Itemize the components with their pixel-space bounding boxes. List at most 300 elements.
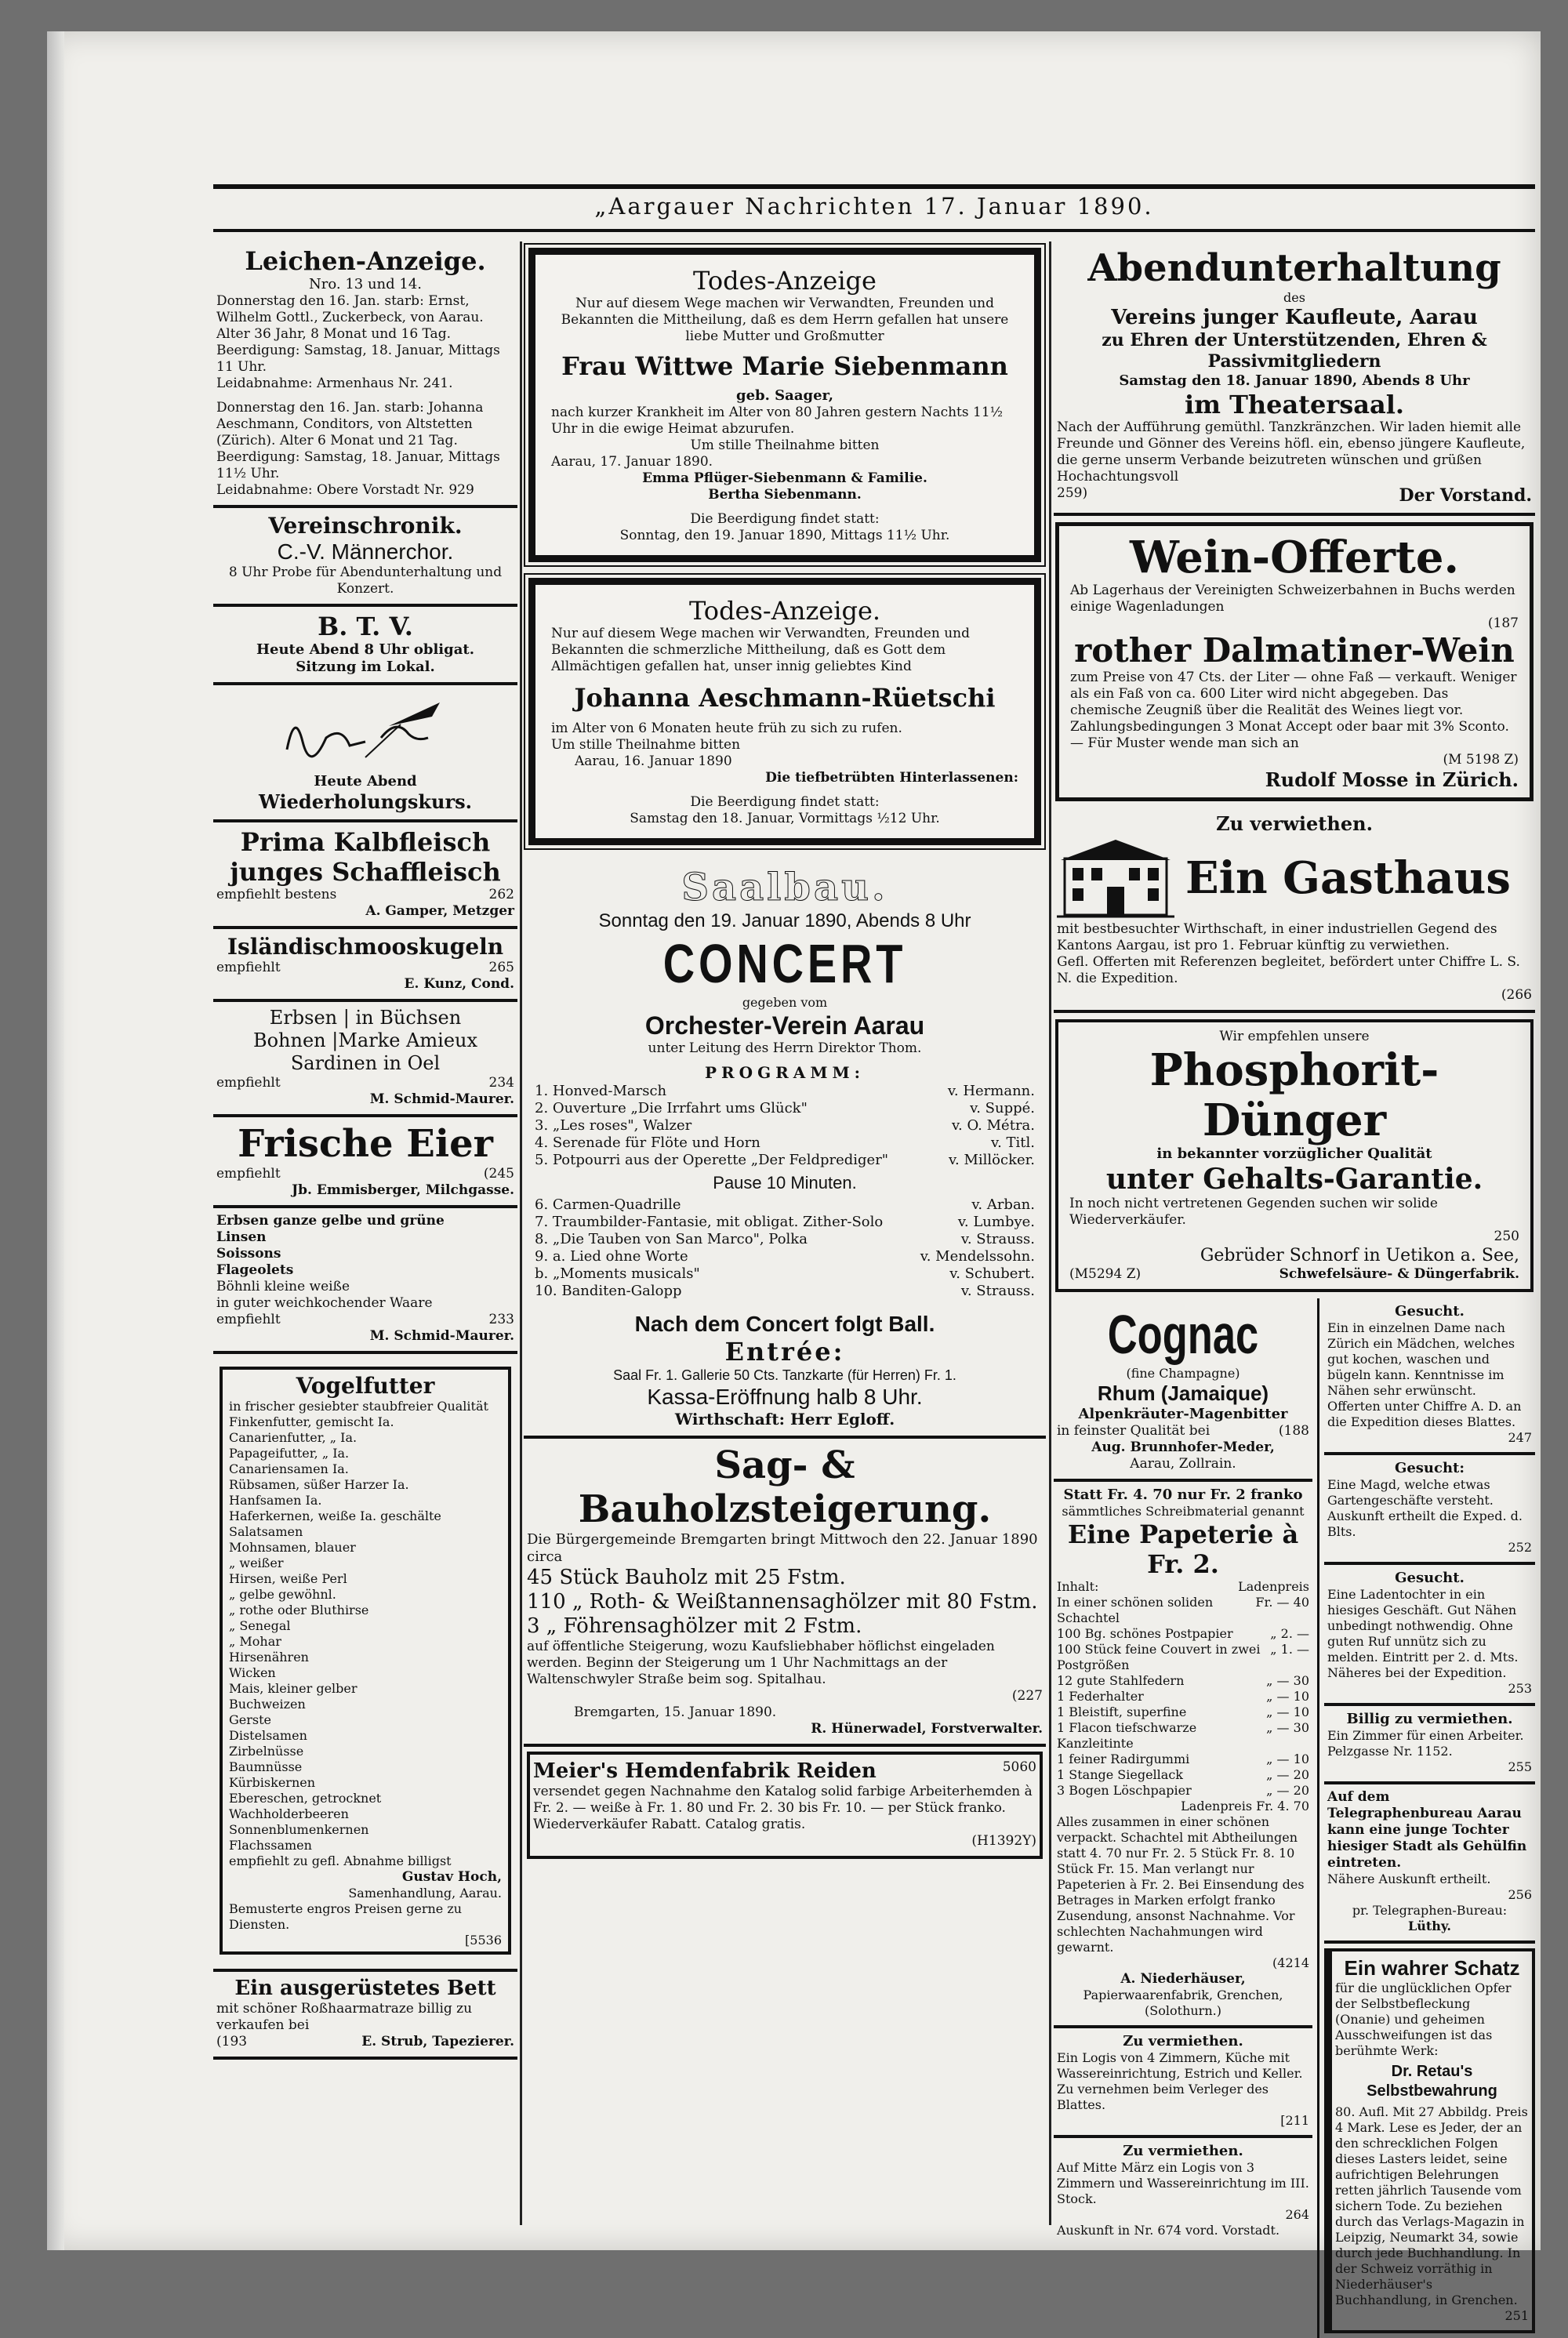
guesthouse-icon xyxy=(1057,835,1174,921)
ad-subtitle: Alpenkräuter-Magenbitter xyxy=(1078,1406,1288,1422)
ad-title: Gesucht. xyxy=(1395,1303,1465,1320)
ad-number: 5060 xyxy=(1002,1759,1036,1775)
ad-text: Linsen xyxy=(216,1229,267,1245)
item-price: „ — 20 xyxy=(1266,1767,1309,1782)
ad-number: (188 xyxy=(1278,1423,1309,1439)
ad-text: Inhalt: xyxy=(1057,1579,1099,1594)
telegraph-ad xyxy=(1324,1784,1535,1944)
ad-signature: Der Vorstand. xyxy=(1399,485,1532,506)
ad-subtitle: Statt Fr. 4. 70 nur Fr. 2 franko xyxy=(1063,1487,1303,1503)
list-item: „ rothe oder Bluthirse xyxy=(229,1603,369,1617)
vermiethen-2-ad xyxy=(1054,2138,1312,2245)
ad-signature: Die tiefbetrübten Hinterlassenen: xyxy=(765,770,1018,786)
timber-lot: 110 „ Roth- & Weißtannensaghölzer mit 80 Fstm. xyxy=(527,1590,1038,1614)
ad-subtitle: unter Gehalts-Garantie. xyxy=(1105,1163,1483,1196)
list-item: Ebereschen, getrocknet xyxy=(229,1791,382,1806)
item-name: 1 feiner Radirgummi xyxy=(1057,1752,1190,1766)
program-piece: 1. Honved-Marsch xyxy=(535,1083,667,1099)
ad-number: (245 xyxy=(483,1166,514,1182)
ad-text: Eine Ladentochter in ein hiesiges Geschäft. Gut Nähen unbedingt nothwendig. Ohne guten Ruf unnütz sich zu melden. Eintritt per 2. d. Mts. Näheres bei der Expedition. xyxy=(1327,1587,1519,1680)
ad-title: B. T. V. xyxy=(318,612,413,641)
ad-text: Nur auf diesem Wege machen wir Verwandten, Freunden und Bekannten die Mittheilung, daß es dem Herrn gefallen hat unsere liebe Mutter und Großmutter xyxy=(561,296,1009,344)
papeterie-item xyxy=(1057,1673,1309,1689)
program-item xyxy=(527,1100,1043,1117)
page-spine xyxy=(47,31,64,2250)
ad-signature: A. Niederhäuser, xyxy=(1120,1971,1246,1987)
ad-text: in guter weichkochender Waare xyxy=(216,1295,433,1311)
ad-number: (227 xyxy=(1011,1688,1043,1704)
ad-text: empfiehlt xyxy=(216,960,281,975)
ad-text: Sitzung im Lokal. xyxy=(296,659,435,675)
program-title: PROGRAMM: xyxy=(705,1063,865,1082)
ad-signature: E. Strub, Tapezierer. xyxy=(361,2034,514,2049)
item-price: „ — 30 xyxy=(1266,1673,1309,1688)
ad-text: Aarau, 17. Januar 1890. xyxy=(551,454,713,470)
program-piece: 2. Ouverture „Die Irrfahrt ums Glück" xyxy=(535,1100,808,1116)
ad-text: für die unglücklichen Opfer der Selbstbefleckung (Onanie) und geheimen Ausschweifungen ist das berühmte Werk: xyxy=(1335,1980,1512,2058)
page-header-title: „Aargauer Nachrichten 17. Januar 1890. xyxy=(594,193,1154,220)
ad-text: Eine Magd, welche etwas Gartengeschäfte versteht. Auskunft ertheilt die Exped. d. Blts. xyxy=(1327,1477,1523,1539)
ad-text: des xyxy=(1283,290,1305,305)
ad-text: Bremgarten, 15. Januar 1890. xyxy=(574,1704,777,1720)
column-divider-1 xyxy=(520,241,522,2225)
item-price: „ 1. — xyxy=(1270,1642,1309,1657)
ad-title: Meier's Hemdenfabrik Reiden xyxy=(533,1759,877,1783)
ad-signature: E. Kunz, Cond. xyxy=(404,976,514,992)
right-column-split xyxy=(1054,1298,1535,2338)
ad-number: 259) xyxy=(1057,485,1088,501)
ad-text: Soissons xyxy=(216,1246,281,1262)
program-composer: v. Schubert. xyxy=(949,1265,1035,1282)
ad-text: mit bestbesuchter Wirthschaft, in einer industriellen Gegend des Kantons Aargau, ist pro 1. Februar künftig zu verwiethen. xyxy=(1057,921,1497,953)
ad-title: Zu vermiethen. xyxy=(1123,2033,1243,2049)
item-name: 1 Flacon tiefschwarze Kanzleitinte xyxy=(1057,1720,1197,1751)
list-item: Wicken xyxy=(229,1665,276,1680)
ad-text: Auskunft in Nr. 674 vord. Vorstadt. xyxy=(1057,2223,1280,2238)
ad-text: Die Bürgergemeinde Bremgarten bringt Mittwoch den 22. Januar 1890 circa xyxy=(527,1531,1038,1565)
ad-text: Ladenpreis Fr. 4. 70 xyxy=(1181,1799,1309,1813)
ad-title: Frische Eier xyxy=(238,1122,493,1166)
column-middle xyxy=(524,241,1046,2225)
ad-text: Schwefelsäure- & Düngerfabrik. xyxy=(1279,1266,1519,1282)
program-piece: 4. Serenade für Flöte und Horn xyxy=(535,1135,760,1151)
item-name: 1 Stange Siegellack xyxy=(1057,1767,1183,1782)
ad-subtitle: Zu verwiethen. xyxy=(1216,812,1373,835)
program-composer: v. Suppé. xyxy=(970,1100,1035,1116)
list-item: Buchweizen xyxy=(229,1697,306,1712)
billig-vermiethen-ad xyxy=(1324,1706,1535,1784)
ad-text: Heute Abend 8 Uhr obligat. xyxy=(256,641,474,658)
list-item: „ gelbe gewöhnl. xyxy=(229,1587,336,1602)
program-composer: v. Hermann. xyxy=(947,1083,1035,1099)
ad-number: (4214 xyxy=(1272,1955,1309,1970)
ad-signature: Gebrüder Schnorf in Uetikon a. See, xyxy=(1200,1246,1519,1265)
ad-number: 251 xyxy=(1504,2308,1529,2323)
entree-title: Entrée: xyxy=(724,1337,845,1367)
venue-title: Saalbau. xyxy=(681,866,888,909)
list-item: „ Senegal xyxy=(229,1618,291,1633)
ad-title: Gesucht. xyxy=(1395,1570,1465,1586)
ad-subtitle: in bekannter vorzüglicher Qualität xyxy=(1156,1145,1432,1162)
ad-text: Die Beerdigung findet statt: xyxy=(690,511,880,527)
deceased-name: Johanna Aeschmann-Rüetschi xyxy=(574,683,996,713)
ad-text: gegeben vom xyxy=(742,995,828,1010)
ad-title: Zu vermiethen. xyxy=(1123,2143,1243,2159)
ad-text: Ladenpreis xyxy=(1238,1579,1309,1594)
islandmoos-ad xyxy=(213,929,517,1002)
item-name: 12 gute Stahlfedern xyxy=(1057,1673,1185,1688)
phosphorit-ad xyxy=(1055,1019,1534,1292)
ad-text: Aarau, Zollrain. xyxy=(1130,1456,1236,1472)
program-piece: 5. Potpourri aus der Operette „Der Feldprediger" xyxy=(535,1152,889,1168)
item-name: 1 Bleistift, superfine xyxy=(1057,1704,1187,1719)
program-composer: v. Millöcker. xyxy=(948,1152,1035,1168)
ad-text: Nähere Auskunft ertheilt. xyxy=(1327,1871,1491,1886)
program-piece: 10. Banditen-Galopp xyxy=(535,1283,682,1299)
right-subcolumn-a xyxy=(1054,1298,1319,2338)
ball-notice: Nach dem Concert folgt Ball. xyxy=(634,1312,935,1336)
ad-text: Gefl. Offerten mit Referenzen begleitet, befördert unter Chiffre L. S. N. die Expedition. xyxy=(1057,954,1520,986)
ad-title: Sag- & Bauholzsteigerung. xyxy=(578,1443,992,1531)
program-piece: b. „Moments musicals" xyxy=(535,1265,700,1282)
item-price: „ 2. — xyxy=(1270,1626,1309,1641)
ad-text: Um stille Theilnahme bitten xyxy=(690,437,880,453)
program-item xyxy=(527,1196,1043,1214)
papeterie-item xyxy=(1057,1626,1309,1642)
erbsen-buechsen-ad xyxy=(213,1002,517,1117)
program-composer: v. Titl. xyxy=(991,1135,1035,1151)
ad-text: Alles zusammen in einer schönen verpackt. Schachtel mit Abtheilungen statt 4. 70 nur Fr. 2. 5 Stück Fr. 8. 10 Stück Fr. 15. Man verlangt nur Papeterien à Fr. 2. Bei Einsendung des Betrages in Marken erfolgt franko Zusendung, ansonst Nachnahme. Vor schlechten Nachahmungen wird gewarnt. xyxy=(1057,1814,1305,1955)
stenography-course xyxy=(213,685,517,822)
ad-text: mit schöner Roßhaarmatraze billig zu verkaufen bei xyxy=(216,2001,473,2033)
item-price: „ — 20 xyxy=(1266,1783,1309,1798)
list-item: Salatsamen xyxy=(229,1524,303,1539)
ad-text: sämmtliches Schreibmaterial genannt xyxy=(1062,1504,1305,1519)
program-piece: 9. a. Lied ohne Worte xyxy=(535,1248,688,1265)
papeterie-item xyxy=(1057,1595,1309,1626)
list-item: Haferkernen, weiße Ia. geschälte xyxy=(229,1508,441,1523)
program-part-1 xyxy=(527,1083,1043,1169)
wine-name: rother Dalmatiner-Wein xyxy=(1074,631,1515,670)
ad-text: in feinster Qualität bei xyxy=(1057,1423,1210,1439)
program-item xyxy=(527,1135,1043,1152)
ad-text: Donnerstag den 16. Jan. starb: Ernst, Wilhelm Gottl., Zuckerbeck, von Aarau. Alter 36 Jahr, 8 Monat und 16 Tag. xyxy=(216,293,484,342)
vogelfutter-list xyxy=(229,1414,502,1853)
ad-text: empfiehlt bestens xyxy=(216,887,337,902)
ad-title: Auf dem Telegraphenbureau Aarau kann eine junge Tochter hiesiger Stadt als Gehülfin eintreten. xyxy=(1327,1789,1527,1871)
papeterie-item xyxy=(1057,1642,1309,1673)
list-item: Mais, kleiner gelber xyxy=(229,1681,358,1696)
ad-text: auf öffentliche Steigerung, wozu Kaufsliebhaber höflichst eingeladen werden. Beginn der Steigerung um 1 Uhr Nachmittags an der Waltenschwyler Straße beim sog. Spitalhau. xyxy=(527,1639,995,1687)
ad-signature: Lüthy. xyxy=(1408,1919,1451,1933)
ad-text: Böhnli kleine weiße xyxy=(216,1279,350,1294)
papeterie-contents-list xyxy=(1057,1595,1309,1799)
ticket-prices: Saal Fr. 1. Gallerie 50 Cts. Tanzkarte (für Herren) Fr. 1. xyxy=(613,1367,956,1383)
ad-subtitle: Nro. 13 und 14. xyxy=(309,276,422,292)
papeterie-item xyxy=(1057,1752,1309,1767)
ad-title: Todes-Anzeige xyxy=(693,266,877,296)
ad-number: (M 5198 Z) xyxy=(1443,752,1519,768)
item-price: Fr. — 40 xyxy=(1255,1595,1309,1610)
list-item: Canariensamen Ia. xyxy=(229,1461,349,1476)
program-item xyxy=(527,1214,1043,1231)
ad-text: Ein Zimmer für einen Arbeiter. Pelzgasse Nr. 1152. xyxy=(1327,1728,1524,1759)
ad-number: 250 xyxy=(1494,1229,1519,1244)
todes-anzeige-aeschmann xyxy=(528,578,1041,845)
ad-signature: Gustav Hoch, xyxy=(401,1869,502,1885)
ad-signature: R. Hünerwadel, Forstverwalter. xyxy=(811,1721,1043,1737)
ad-number: 255 xyxy=(1508,1759,1532,1774)
ad-number: 252 xyxy=(1508,1540,1532,1555)
ad-text: zum Preise von 47 Cts. der Liter — ohne Faß — verkauft. Weniger als ein Faß von ca. 600 Liter wird nicht abgegeben. Das chemische Zeugniß über die Realität des Weines liegt vor. Zahlungsbedingungen 3 Monat Accept oder baar mit 3% Sconto. — Für Muster wende man sich an xyxy=(1070,670,1517,751)
ad-title: Billig zu vermiethen. xyxy=(1346,1711,1513,1727)
list-item: Sonnenblumenkernen xyxy=(229,1822,369,1837)
ad-text: Nur auf diesem Wege machen wir Verwandten, Freunden und Bekannten die schmerzliche Mittheilung, daß es Gott dem Allmächtigen gefallen hat, unser innig geliebtes Kind xyxy=(551,626,970,674)
ad-text: Ein Logis von 4 Zimmern, Küche mit Wassereinrichtung, Estrich und Keller. Zu vernehmen beim Verleger des Blattes. xyxy=(1057,2050,1303,2112)
ad-text: Sonntag, den 19. Januar 1890, Mittags 11½ Uhr. xyxy=(619,528,950,543)
program-piece: 6. Carmen-Quadrille xyxy=(535,1196,681,1213)
ad-number: 256 xyxy=(1508,1887,1532,1902)
ad-text: Ein in einzelnen Dame nach Zürich ein Mädchen, welches gut kochen, waschen und bügeln kann. Kenntnisse im Nähen sehr erwünscht. Offerten unter Chiffre A. D. an die Expedition dieses Blattes. xyxy=(1327,1320,1522,1429)
ad-signature: A. Gamper, Metzger xyxy=(365,903,514,919)
list-item: Flachssamen xyxy=(229,1838,312,1853)
program-composer: v. Lumbye. xyxy=(957,1214,1035,1230)
ad-number: [211 xyxy=(1280,2113,1309,2128)
ad-signature: Wirthschaft: Herr Egloff. xyxy=(674,1410,895,1429)
ad-subtitle: Rhum (Jamaique) xyxy=(1097,1381,1269,1405)
ad-number: [5536 xyxy=(465,1933,502,1948)
deceased-name: Frau Wittwe Marie Siebenmann xyxy=(561,351,1008,381)
ad-text: empfiehlt zu gefl. Abnahme billigst xyxy=(229,1853,452,1868)
vermiethen-1-ad xyxy=(1054,2028,1312,2138)
ad-text: Samenhandlung, Aarau. xyxy=(348,1886,502,1901)
ad-text: Beerdigung: Samstag, 18. Januar, Mittags 11½ Uhr. xyxy=(216,449,500,481)
ad-title: Prima Kalbfleisch xyxy=(240,827,491,857)
ad-number: 234 xyxy=(488,1075,514,1091)
ad-subtitle: zu Ehren der Unterstützenden, Ehren & Passivmitgliedern xyxy=(1102,330,1487,372)
ad-title: Wein-Offerte. xyxy=(1129,532,1460,583)
item-price: „ — 30 xyxy=(1266,1720,1309,1735)
gesucht-1-ad xyxy=(1324,1298,1535,1455)
ad-number: 262 xyxy=(488,887,514,902)
list-item: Wachholderbeeren xyxy=(229,1806,349,1821)
ad-text: Beerdigung: Samstag, 18. Januar, Mittags 11 Uhr. xyxy=(216,343,500,375)
ad-number: (187 xyxy=(1487,615,1519,631)
column-divider-2 xyxy=(1049,241,1051,2225)
item-name: 1 Federhalter xyxy=(1057,1689,1144,1704)
wein-offerte-ad xyxy=(1055,522,1534,801)
program-item xyxy=(527,1231,1043,1248)
ad-title: Vogelfutter xyxy=(296,1373,435,1399)
list-item: Rübsamen, süßer Harzer Ia. xyxy=(229,1477,409,1492)
bett-ad xyxy=(213,1969,517,2060)
item-name: 3 Bogen Löschpapier xyxy=(1057,1783,1192,1798)
ad-title: Ein ausgerüstetes Bett xyxy=(234,1977,496,2000)
concert-ad xyxy=(524,861,1046,1439)
header-rule-top xyxy=(213,184,1535,189)
program-item xyxy=(527,1083,1043,1100)
ad-text: empfiehlt xyxy=(216,1166,281,1182)
book-title: Dr. Retau's Selbstbewahrung xyxy=(1367,2063,1497,2100)
hemdenfabrik-ad xyxy=(527,1752,1043,1859)
gesucht-3-ad xyxy=(1324,1565,1535,1706)
box-office-time: Kassa-Eröffnung halb 8 Uhr. xyxy=(647,1385,923,1409)
program-piece: 8. „Die Tauben von San Marco", Polka xyxy=(535,1231,808,1247)
ad-title: Abendunterhaltung xyxy=(1087,246,1501,290)
leichen-anzeige xyxy=(213,241,517,508)
ad-text: pr. Telegraphen-Bureau: xyxy=(1352,1903,1508,1918)
papeterie-ad xyxy=(1054,1482,1312,2028)
ad-number: 233 xyxy=(488,1312,514,1327)
concert-date: Sonntag den 19. Januar 1890, Abends 8 Uhr xyxy=(598,910,971,931)
list-item: Canarienfutter, „ Ia. xyxy=(229,1430,358,1445)
papeterie-item xyxy=(1057,1720,1309,1752)
ad-signature: Bertha Siebenmann. xyxy=(708,487,862,503)
ad-text: Erbsen ganze gelbe und grüne xyxy=(216,1213,445,1229)
item-name: 100 Bg. schönes Postpapier xyxy=(1057,1626,1233,1641)
ad-text: unter Leitung des Herrn Direktor Thom. xyxy=(648,1040,922,1056)
ad-title: Wiederholungskurs. xyxy=(259,790,472,813)
list-item: Hirsenähren xyxy=(229,1650,309,1665)
papeterie-item xyxy=(1057,1783,1309,1799)
ad-text: Wir empfehlen unsere xyxy=(1219,1029,1370,1044)
list-item: Mohnsamen, blauer xyxy=(229,1540,356,1555)
ad-signature: Rudolf Mosse in Zürich. xyxy=(1265,768,1519,791)
ad-title: Isländischmooskugeln xyxy=(227,934,504,960)
ad-text: Donnerstag den 16. Jan. starb: Johanna Aeschmann, Conditors, von Altstetten (Zürich). Alter 6 Monat und 21 Tag. xyxy=(216,400,484,448)
list-item: Gerste xyxy=(229,1712,272,1727)
ad-title: Todes-Anzeige. xyxy=(688,596,881,626)
ad-text: empfiehlt xyxy=(216,1075,281,1091)
vogelfutter-ad xyxy=(213,1354,517,1969)
ad-subtitle: Vereins junger Kaufleute, Aarau xyxy=(1111,306,1478,329)
ad-number: 247 xyxy=(1508,1430,1532,1445)
kalbfleisch-ad xyxy=(213,822,517,929)
ad-text: In noch nicht vertretenen Gegenden suchen wir solide Wiederverkäufer. xyxy=(1069,1196,1438,1228)
papeterie-item xyxy=(1057,1689,1309,1704)
ad-text: Leidabnahme: Armenhaus Nr. 241. xyxy=(216,376,453,391)
program-composer: v. Arban. xyxy=(971,1196,1035,1213)
ad-text: versendet gegen Nachnahme den Katalog solid farbige Arbeiterhemden à Fr. 2. — weiße à Fr. 1. 80 und Fr. 2. 30 bis Fr. 10. — per Stück franko. Wiederverkäufer Rabatt. Catalog gratis. xyxy=(533,1784,1033,1832)
ad-text: Auf Mitte März ein Logis von 3 Zimmern und Wassereinrichtung im III. Stock. xyxy=(1057,2160,1309,2206)
ad-text: 8 Uhr Probe für Abendunterhaltung und Konzert. xyxy=(228,565,503,597)
program-item xyxy=(527,1265,1043,1283)
program-composer: v. Mendelssohn. xyxy=(920,1248,1035,1265)
item-price: „ — 10 xyxy=(1266,1704,1309,1719)
ad-text: Samstag den 18. Januar 1890, Abends 8 Uhr xyxy=(1119,372,1470,389)
ad-number: (193 xyxy=(216,2034,248,2049)
column-right xyxy=(1054,241,1535,2323)
gesucht-2-ad xyxy=(1324,1455,1535,1565)
ad-text: geb. Saager, xyxy=(736,387,833,404)
list-item: Baumnüsse xyxy=(229,1759,303,1774)
program-item xyxy=(527,1152,1043,1169)
gasthaus-ad xyxy=(1054,808,1535,1013)
program-piece: 3. „Les roses", Walzer xyxy=(535,1117,692,1134)
todes-anzeige-siebenmann xyxy=(528,248,1041,562)
ad-text: Nach der Aufführung gemüthl. Tanzkränzchen. Wir laden hiemit alle Freunde und Gönner des Vereins höfl. ein, ebenso jüngere Kaufleute, die gerne unserm Verbande beizutreten wünschen und grüßen Hochachtungsvoll xyxy=(1057,419,1526,485)
timber-lot: 45 Stück Bauholz mit 25 Fstm. xyxy=(527,1566,846,1589)
program-composer: v. Strauss. xyxy=(960,1283,1035,1299)
wahrer-schatz-ad xyxy=(1324,1948,1535,2333)
ad-signature: M. Schmid-Maurer. xyxy=(369,1328,514,1344)
ad-text: Erbsen | in Büchsen xyxy=(269,1007,462,1029)
list-item: Hirsen, weiße Perl xyxy=(229,1571,347,1586)
ad-text: Heute Abend xyxy=(314,773,417,790)
ad-text: Um stille Theilnahme bitten xyxy=(551,737,741,753)
ad-title: Gesucht: xyxy=(1394,1460,1465,1476)
erbsen-linsen-ad xyxy=(213,1208,517,1354)
ad-title: Ein Gasthaus xyxy=(1185,852,1511,904)
cognac-ad xyxy=(1054,1298,1312,1482)
right-subcolumn-b xyxy=(1319,1298,1535,2338)
item-price: „ — 10 xyxy=(1266,1689,1309,1704)
ad-number: 264 xyxy=(1285,2207,1309,2222)
papeterie-item xyxy=(1057,1704,1309,1720)
ad-text: (Solothurn.) xyxy=(1145,2003,1221,2018)
ad-text: nach kurzer Krankheit im Alter von 80 Jahren gestern Nachts 11½ Uhr in die ewige Heimat abzurufen. xyxy=(551,405,1004,437)
newspaper-page xyxy=(47,31,1541,2323)
list-item: Kürbiskernen xyxy=(229,1775,316,1790)
ad-title: Vereinschronik. xyxy=(268,513,463,539)
ad-subtitle: C.-V. Männerchor. xyxy=(277,539,454,564)
ad-number: (266 xyxy=(1501,987,1532,1003)
ad-number: 265 xyxy=(488,960,514,975)
program-item xyxy=(527,1117,1043,1135)
ad-text: in frischer gesiebter staubfreier Qualität xyxy=(229,1399,488,1414)
ad-number: 253 xyxy=(1508,1681,1532,1696)
ad-title: Eine Papeterie à Fr. 2. xyxy=(1067,1519,1299,1579)
ad-text: Leidabnahme: Obere Vorstadt Nr. 929 xyxy=(216,482,474,498)
item-price: „ — 10 xyxy=(1266,1752,1309,1766)
eier-ad xyxy=(213,1117,517,1208)
ad-text: Bohnen |Marke Amieux xyxy=(252,1029,478,1051)
program-piece: 7. Traumbilder-Fantasie, mit obligat. Zither-Solo xyxy=(535,1214,884,1230)
ad-signature: M. Schmid-Maurer. xyxy=(369,1091,514,1107)
ad-text: Bemusterte engros Preisen gerne zu Diensten. xyxy=(229,1901,463,1932)
column-left xyxy=(213,241,517,2225)
timber-lot: 3 „ Föhrensaghölzer mit 2 Fstm. xyxy=(527,1614,862,1638)
ad-title: Leichen-Anzeige. xyxy=(245,246,486,276)
header-rule-bottom xyxy=(213,229,1535,232)
papeterie-item xyxy=(1057,1767,1309,1783)
ad-title: Ein wahrer Schatz xyxy=(1344,1956,1520,1980)
program-composer: v. O. Métra. xyxy=(952,1117,1035,1134)
ad-signature: Aug. Brunnhofer-Meder, xyxy=(1091,1439,1275,1455)
program-composer: v. Strauss. xyxy=(960,1231,1035,1247)
program-pause: Pause 10 Minuten. xyxy=(713,1173,857,1193)
list-item: Distelsamen xyxy=(229,1728,307,1743)
ad-title: Cognac xyxy=(1107,1304,1259,1365)
list-item: Finkenfutter, gemischt Ia. xyxy=(229,1414,394,1429)
ad-text: Samstag den 18. Januar, Vormittags ½12 Uhr. xyxy=(630,811,940,826)
ad-text: empfiehlt xyxy=(216,1312,281,1327)
vereinschronik xyxy=(213,508,517,607)
ad-text: Aarau, 16. Januar 1890 xyxy=(575,753,732,769)
list-item: Papageifutter, „ Ia. xyxy=(229,1446,350,1461)
item-name: 100 Stück feine Couvert in zwei Postgrößen xyxy=(1057,1642,1261,1672)
ad-title: Phosphorit-Dünger xyxy=(1149,1044,1439,1146)
list-item: „ Mohar xyxy=(229,1634,281,1649)
ad-text: im Alter von 6 Monaten heute früh zu sich zu rufen. xyxy=(551,721,902,736)
ad-subtitle: im Theatersaal. xyxy=(1184,390,1405,419)
program-part-2 xyxy=(527,1196,1043,1300)
concert-title: CONCERT xyxy=(662,933,907,994)
ad-signature: Emma Pflüger-Siebenmann & Familie. xyxy=(642,470,927,486)
item-name: In einer schönen soliden Schachtel xyxy=(1057,1595,1214,1625)
ad-text: Papierwaarenfabrik, Grenchen, xyxy=(1083,1988,1283,2002)
ad-text: Sardinen in Oel xyxy=(290,1052,441,1074)
